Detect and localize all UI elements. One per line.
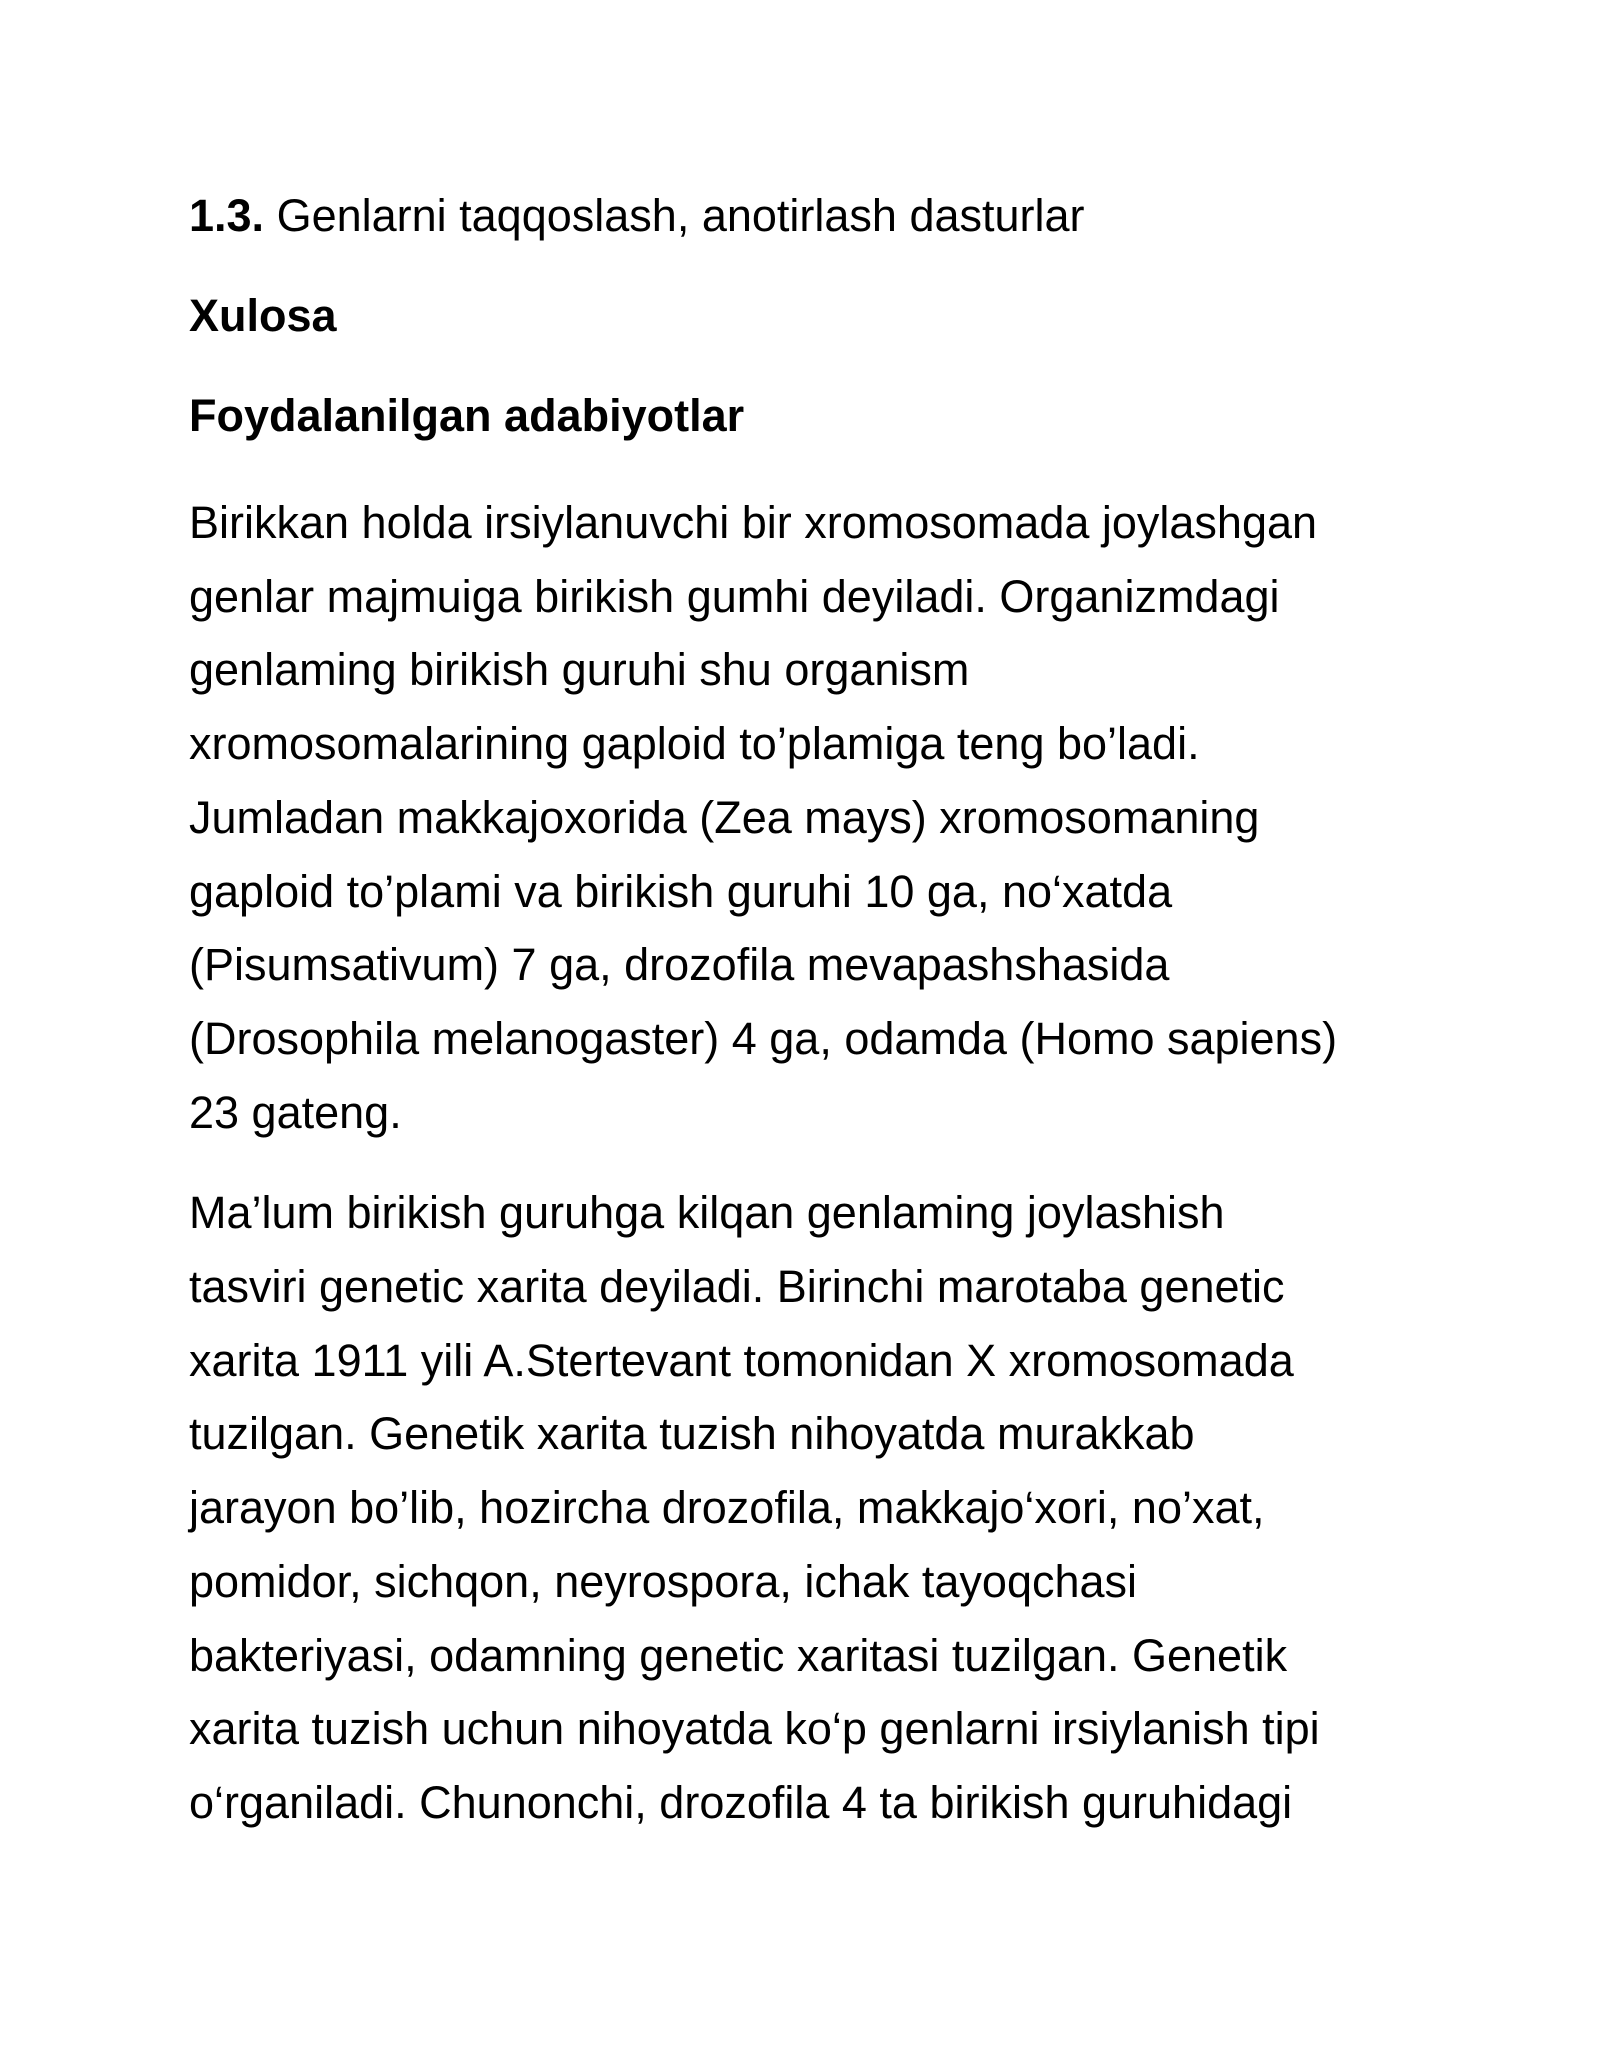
paragraph-line: pomidor, sichqon, neyrospora, ichak tayoqchasi (189, 1555, 1138, 1607)
paragraph-line: xarita 1911 yili A.Stertevant tomonidan X xromosomada (189, 1334, 1294, 1386)
toc-section-1-3 (189, 186, 1439, 246)
paragraph-line: tuzilgan. Genetik xarita tuzish nihoyatda murakkab (189, 1408, 1195, 1460)
paragraph-line: Jumladan makkajoxorida (Zea mays) xromosomaning (189, 791, 1260, 843)
paragraph-line: Ma’lum birikish guruhga kilqan genlaming joylashish (189, 1187, 1225, 1239)
paragraph-2 (189, 1176, 1439, 1839)
paragraph-line: tasviri genetic xarita deyiladi. Birinchi marotaba genetic (189, 1261, 1285, 1313)
paragraph-line: xromosomalarining gaploid to’plamiga teng bo’ladi. (189, 718, 1200, 770)
paragraph-line: Birikkan holda irsiylanuvchi bir xromosomada joylashgan (189, 497, 1318, 548)
paragraph-line: 23 gateng. (189, 1086, 402, 1138)
paragraph-line: (Pisumsativum) 7 ga, drozofila mevapashshasida (189, 939, 1170, 991)
paragraph-line: genlaming birikish guruhi shu organism (189, 644, 970, 696)
paragraph-line: xarita tuzish uchun nihoyatda ko‘p genlarni irsiylanish tipi (189, 1703, 1320, 1755)
conclusion-heading: Xulosa (189, 290, 337, 341)
paragraph-line: (Drosophila melanogaster) 4 ga, odamda (Homo sapiens) (189, 1012, 1338, 1064)
paragraph-line: jarayon bo’lib, hozircha drozofila, makkajo‘xori, no’xat, (189, 1482, 1265, 1534)
paragraph-1 (189, 486, 1439, 1149)
section-title: Genlarni taqqoslash, anotirlash dasturlar (264, 190, 1085, 241)
paragraph-line: genlar majmuiga birikish gumhi deyiladi. Organizmdagi (189, 570, 1280, 622)
paragraph-line: bakteriyasi, odamning genetic xaritasi tuzilgan. Genetik (189, 1629, 1288, 1681)
paragraph-line: o‘rganiladi. Chunonchi, drozofila 4 ta birikish guruhidagi (189, 1776, 1293, 1828)
paragraph-line: gaploid to’plami va birikish guruhi 10 ga, no‘xatda (189, 865, 1173, 917)
document-page (189, 186, 1439, 1867)
references-heading: Foydalanilgan adabiyotlar (189, 390, 745, 441)
section-number: 1.3. (189, 190, 265, 241)
